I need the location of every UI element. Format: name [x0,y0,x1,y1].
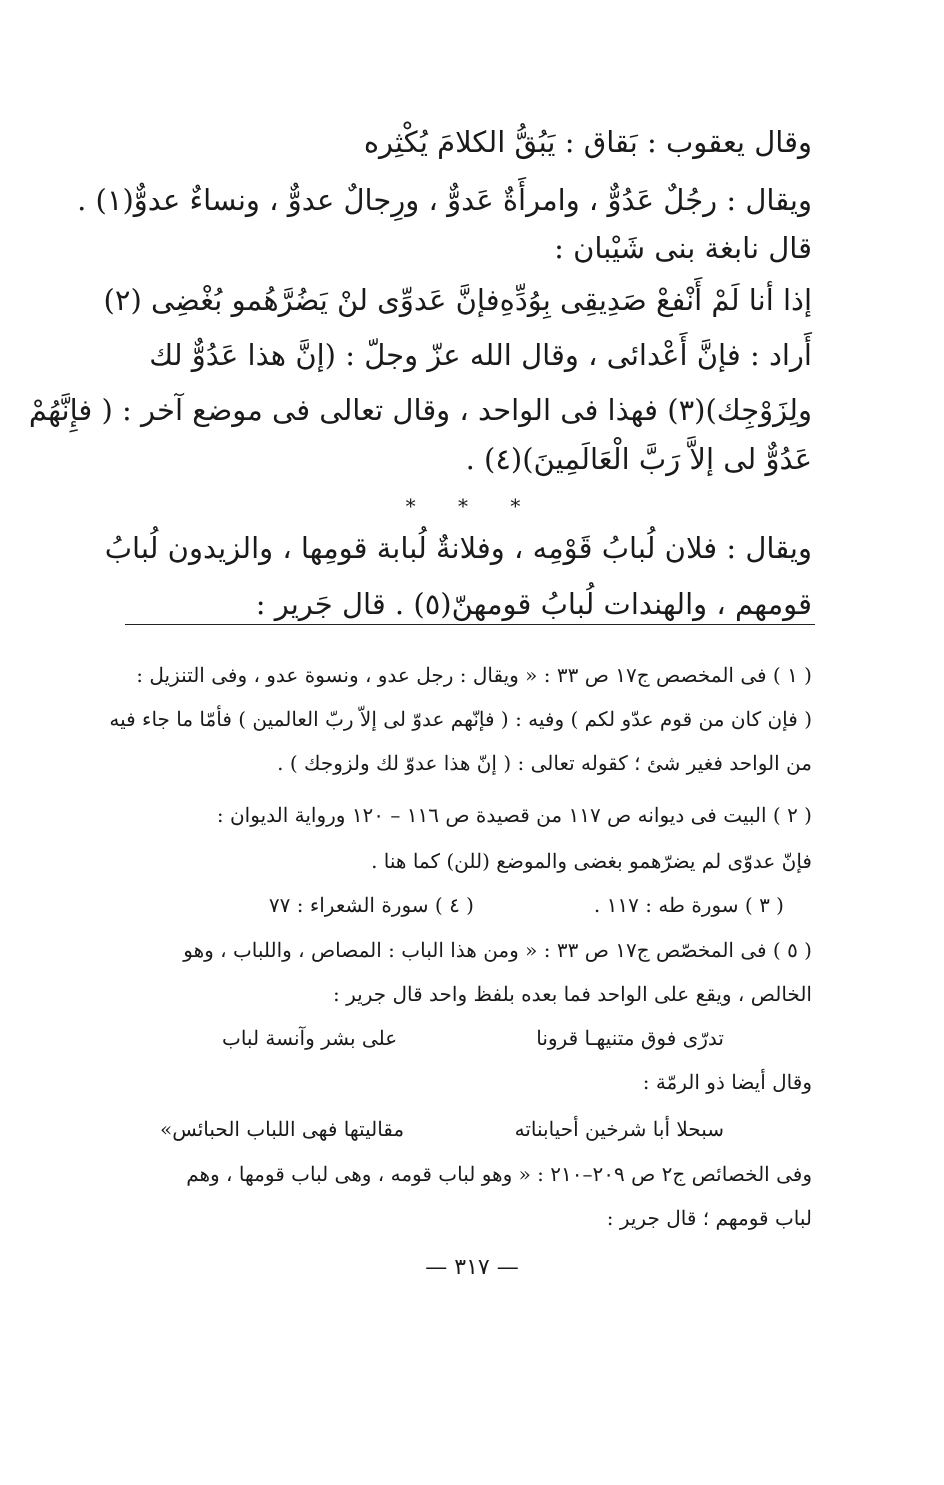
footnote-1-line-1: ( ١ ) فى المخصص ج١٧ ص ٣٣ : « ويقال : رجل عدو ، ونسوة عدو ، وفى التنزيل : [136,663,812,687]
footnote-2-line-1: ( ٢ ) البيت فى ديوانه ص ١١٧ من قصيدة ص ١١٦ – ١٢٠ ورواية الديوان : [216,803,812,827]
footnote-4: ( ٤ ) سورة الشعراء : ٧٧ [268,893,474,917]
footnote-5-line-2: الخالص ، ويقع على الواحد فما بعده بلفظ واحد قال جرير : [333,982,812,1006]
footnote-1-line-2: ( فإن كان من قوم عدّو لكم ) وفيه : ( فإنّهم عدوّ لى إلاّ ربّ العالمين ) فأمّا ما جاء فيه [109,707,812,731]
verse-dhu-rumma [160,1117,724,1141]
footnote-1-line-3: من الواحد فغير شئ ؛ كقوله تعالى : ( إنّ هذا عدوّ لك ولزوجك ) . [277,751,812,775]
footnote-dhu-rumma-intro: وقال أيضا ذو الرمّة : [642,1070,812,1094]
main-line-7: ويقال : فلان لُبابُ قَوْمِه ، وفلانةٌ لُبابة قومِها ، والزيدون لُبابُ [104,531,812,565]
verse-hemistich-first: تدرّى فوق متنيهـا قرونا [536,1026,724,1050]
footnote-khasais-line-2: لباب قومهم ؛ قال جرير : [606,1206,812,1230]
main-line-1: وقال يعقوب : بَقاق : يَبُقُّ الكلامَ يُكْثِره [363,125,812,159]
verse-hemistich-second: مقاليتها فهى اللباب الحبائس» [160,1117,405,1141]
footnote-khasais-line-1: وفى الخصائص ج٢ ص ٢٠٩–٢١٠ : « وهو لباب قومه ، وهى لباب قومها ، وهم [186,1162,812,1186]
main-line-6: عَدُوٌّ لى إلاَّ رَبَّ الْعَالَمِينَ)(٤) . [465,442,812,476]
footnote-5-line-1: ( ٥ ) فى المخصّص ج١٧ ص ٣٣ : « ومن هذا الباب : المصاص ، واللباب ، وهو [183,938,812,962]
main-line-4: أَراد : فإنَّ أَعْدائى ، وقال الله عزّ وجلّ : (إنَّ هذا عَدُوٌّ لك [149,338,812,372]
page-number: — ٣١٧ — [425,1255,519,1280]
verse-hemistich-first: سبحلا أبا شرخين أحيابناته [514,1117,724,1141]
verse-hemistich-second: فإنَّ عَدوِّى لنْ يَضُرَّهُمو بُغْضِى (٢) [103,283,500,317]
main-line-8: قومهم ، والهندات لُبابُ قومهنّ(٥) . قال جَرير : [255,587,812,621]
main-line-5: ولِزَوْجِك)(٣) فهذا فى الواحد ، وقال تعالى فى موضع آخر : ( فإِنَّهُمْ [28,393,812,427]
section-separator: * * * [405,494,539,518]
main-line-3: قال نابغة بنى شَيْبان : [554,231,812,265]
footnote-3: ( ٣ ) سورة طه : ١١٧ . [593,893,784,917]
main-line-2: ويقال : رجُلٌ عَدُوٌّ ، وامرأَةٌ عَدوٌّ ، ورِجالٌ عدوٌّ ، ونساءٌ عدوٌّ(١) . [77,183,812,217]
verse-hemistich-second: على بشر وآنسة لباب [222,1026,398,1050]
verse-hemistich-first: إذا أنا لَمْ أَنْفعْ صَدِيقِى بِوُدِّهِ [499,283,812,317]
footnote-divider [125,624,815,625]
footnote-2-line-2: فإنّ عدوّى لم يضرّهمو بغضى والموضع (للن) كما هنا . [371,849,812,873]
verse-nabigha [103,283,812,317]
verse-jarir [222,1026,724,1050]
